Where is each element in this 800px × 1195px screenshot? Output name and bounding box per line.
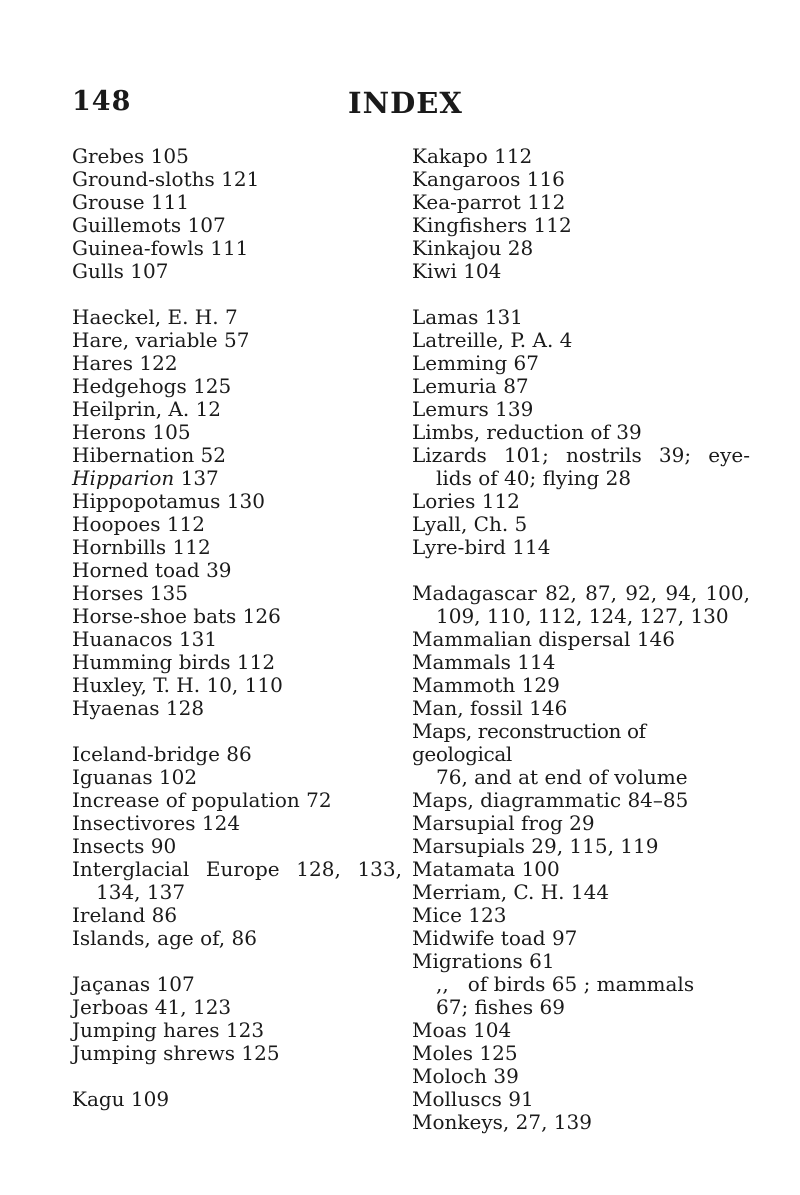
index-entry: Monkeys, 27, 139 [412,1110,592,1134]
index-entry: Huxley, T. H. 10, 110 [72,673,283,697]
index-entry: Kinkajou 28 [412,236,534,260]
index-entry: Jumping shrews 125 [72,1041,280,1065]
index-entry: Hyaenas 128 [72,696,205,720]
index-group-m [412,582,750,1134]
index-entry: Midwife toad 97 [412,926,578,950]
index-group-g [72,145,402,283]
index-entry: Grebes 105 [72,144,189,168]
index-entry: Iceland-bridge 86 [72,742,252,766]
index-entry: Grouse 111 [72,190,190,214]
index-entry: Hoopoes 112 [72,512,205,536]
index-column-right [412,145,750,1157]
index-entry: Mammoth 129 [412,673,560,697]
index-entry: Hippopotamus 130 [72,489,265,513]
index-entry: Maps, diagrammatic 84–85 [412,788,689,812]
index-entry: Hornbills 112 [72,535,211,559]
index-entry: Lyall, Ch. 5 [412,512,528,536]
index-entry: Moas 104 [412,1018,512,1042]
index-entry: Kakapo 112 [412,144,533,168]
index-entry: Horned toad 39 [72,558,232,582]
index-entry: Hare, variable 57 [72,328,250,352]
index-entry: Ireland 86 [72,903,178,927]
index-entry: Lyre-bird 114 [412,535,551,559]
index-column-left [72,145,402,1134]
index-entry: Mammalian dispersal 146 [412,627,675,651]
index-entry-continuation: lids of 40; flying 28 [436,466,632,490]
index-entry: Man, fossil 146 [412,696,568,720]
index-entry: Kea-parrot 112 [412,190,566,214]
page-header [0,86,800,126]
index-entry: Molluscs 91 [412,1087,534,1111]
page-number: 148 [72,86,132,117]
index-entry: Moles 125 [412,1041,518,1065]
index-entry-line: Lizards 101; nostrils 39; eye- [412,443,750,467]
index-entry: Iguanas 102 [72,765,198,789]
index-group-i [72,743,402,950]
index-entry: Humming birds 112 [72,650,276,674]
index-entry: Mammals 114 [412,650,556,674]
index-entry: Jaçanas 107 [72,972,195,996]
index-entry: Mice 123 [412,903,507,927]
index-group-l [412,306,750,559]
index-entry: Hedgehogs 125 [72,374,232,398]
index-entry-continuation: 76, and at end of volume [436,765,688,789]
index-entry: Lamas 131 [412,305,523,329]
index-entry: Matamata 100 [412,857,560,881]
index-entry: Herons 105 [72,420,191,444]
index-entry-line: Maps, reconstruction of geological [412,719,646,766]
index-group-j [72,973,402,1065]
index-entry-continuation: 134, 137 [96,880,186,904]
index-entry: Marsupial frog 29 [412,811,595,835]
running-title: INDEX [348,86,463,120]
index-entry: Guillemots 107 [72,213,226,237]
index-entry: Kangaroos 116 [412,167,565,191]
index-entry-line: ,, of birds 65 ; mammals [436,972,695,996]
index-entry-pages: 137 [174,466,219,490]
index-entry: Moloch 39 [412,1064,519,1088]
index-entry: Migrations 61 [412,949,555,973]
index-entry-line: Madagascar 82, 87, 92, 94, 100, [412,581,750,605]
index-entry: Islands, age of, 86 [72,926,257,950]
index-entry: Lemurs 139 [412,397,534,421]
index-entry: Gulls 107 [72,259,169,283]
index-entry-line: Interglacial Europe 128, 133, [72,857,402,881]
index-entry: Merriam, C. H. 144 [412,880,610,904]
index-entry: Heilprin, A. 12 [72,397,222,421]
index-entry [412,720,750,789]
index-entry: Increase of population 72 [72,788,332,812]
index-entry: Limbs, reduction of 39 [412,420,642,444]
index-entry: Marsupials 29, 115, 119 [412,834,659,858]
index-entry: Huanacos 131 [72,627,218,651]
index-group-h [72,306,402,720]
index-entry [412,444,750,490]
index-entry: Ground-sloths 121 [72,167,260,191]
index-entry: Lemuria 87 [412,374,529,398]
index-entry: Kingfishers 112 [412,213,572,237]
index-entry: Insects 90 [72,834,177,858]
index-entry: Latreille, P. A. 4 [412,328,573,352]
index-entry [412,973,750,1019]
index-entry: Hares 122 [72,351,178,375]
index-entry [72,858,402,904]
index-entry: Lories 112 [412,489,520,513]
index-group-k [412,145,750,283]
index-entry: Insectivores 124 [72,811,241,835]
index-entry: Hibernation 52 [72,443,227,467]
index-entry: Haeckel, E. H. 7 [72,305,238,329]
index-entry-italic-term: Hipparion [72,466,175,490]
index-entry-continuation: 109, 110, 112, 124, 127, 130 [436,604,729,628]
index-entry: Horses 135 [72,581,188,605]
index-entry: Horse-shoe bats 126 [72,604,281,628]
index-entry: Jerboas 41, 123 [72,995,232,1019]
index-entry-continuation: 67; fishes 69 [436,995,565,1019]
index-entry: Kiwi 104 [412,259,502,283]
index-entry: Lemming 67 [412,351,539,375]
index-group-k [72,1088,402,1111]
index-entry: Guinea-fowls 111 [72,236,249,260]
index-entry: Kagu 109 [72,1087,170,1111]
index-entry [72,467,402,490]
index-entry [412,582,750,628]
index-entry: Jumping hares 123 [72,1018,265,1042]
